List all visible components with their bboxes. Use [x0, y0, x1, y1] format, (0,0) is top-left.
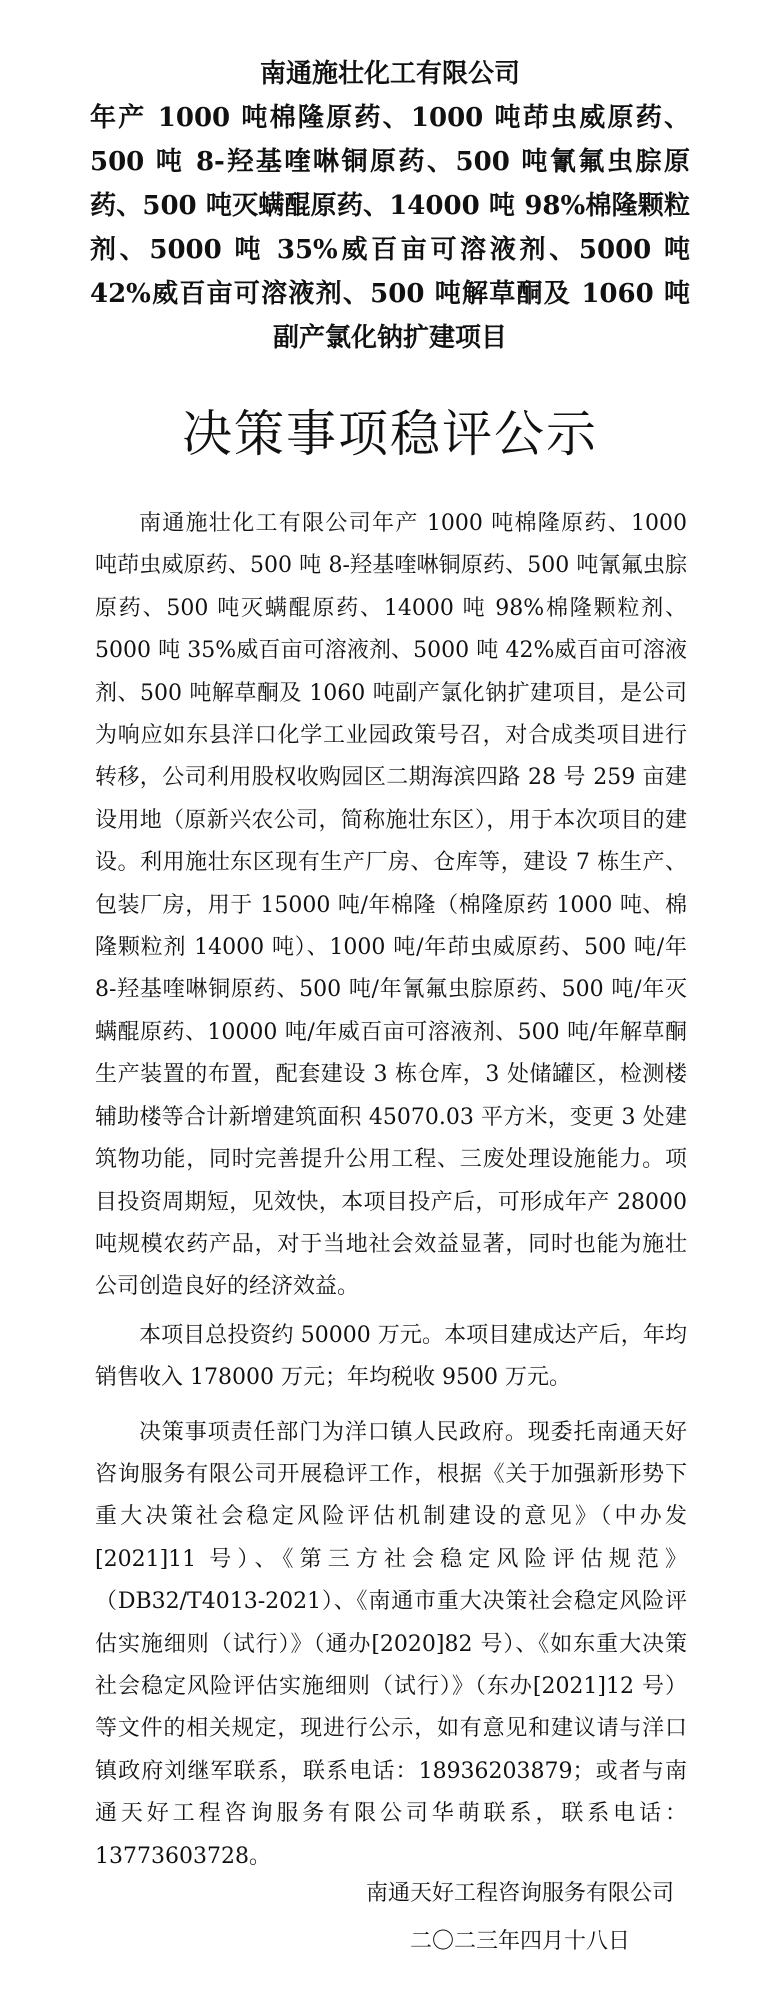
document-body — [95, 503, 687, 1878]
project-name: 年产 1000 吨棉隆原药、1000 吨茚虫威原药、500 吨 8-羟基喹啉铜原药、500 吨氰氟虫腙原药、500 吨灭螨醌原药、14000 吨 98%棉隆颗粒剂、5000 吨 35%威百亩可溶液剂、5000 吨 42%威百亩可溶液剂、500 吨解草酮及 1060 吨副产氯化钠扩建项目 — [90, 103, 690, 353]
signature-block — [340, 1870, 700, 1966]
page-title: 决策事项稳评公示 — [182, 405, 598, 463]
company-name: 南通施壮化工有限公司 — [259, 59, 520, 89]
signature-date: 二〇二三年四月十八日 — [409, 1929, 630, 1954]
paragraph-responsibility-contact: 决策事项责任部门为洋口镇人民政府。现委托南通天好咨询服务有限公司开展稳评工作，根据《关于加强新形势下重大决策社会稳定风险评估机制建设的意见》（中办发[2021]11 号）、《第三方社会稳定风险评估规范》（DB32/T4013-2021）、《南通市重大决策社会稳定风险评估实施细则（试行）》（通办[2020]82 号）、《如东重大决策社会稳定风险评估实施细则（试行）》（东办[2021]12 号）等文件的相关规定，现进行公示，如有意见和建议请与洋口镇政府刘继军联系，联系电话：18936203879；或者与南通天好工程咨询服务有限公司华萌联系，联系电话：13773603728。 — [95, 1419, 687, 1869]
paragraph-investment: 本项目总投资约 50000 万元。本项目建成达产后，年均销售收入 178000 万元；年均税收 9500 万元。 — [95, 1322, 687, 1391]
paragraph-project-description: 南通施壮化工有限公司年产 1000 吨棉隆原药、1000 吨茚虫威原药、500 吨 8-羟基喹啉铜原药、500 吨氰氟虫腙原药、500 吨灭螨醌原药、14000 吨 98%棉隆颗粒剂、5000 吨 35%威百亩可溶液剂、5000 吨 42%威百亩可溶液剂、500 吨解草酮及 1060 吨副产氯化钠扩建项目，是公司为响应如东县洋口化学工业园政策号召，对合成类项目进行转移，公司利用股权收购园区二期海滨四路 28 号 259 亩建设用地（原新兴农公司，简称施壮东区），用于本次项目的建设。利用施壮东区现有生产厂房、仓库等，建设 7 栋生产、包装厂房，用于 15000 吨/年棉隆（棉隆原药 1000 吨、棉隆颗粒剂 14000 吨）、1000 吨/年茚虫威原药、500 吨/年 8-羟基喹啉铜原药、500 吨/年氰氟虫腙原药、500 吨/年灭螨醌原药、10000 吨/年威百亩可溶液剂、500 吨/年解草酮生产装置的布置，配套建设 3 栋仓库，3 处储罐区，检测楼辅助楼等合计新增建筑面积 45070.03 平方米，变更 3 处建筑物功能，同时完善提升公用工程、三废处理设施能力。项目投资周期短，见效快，本项目投产后，可形成年产 28000 吨规模农药产品，对于当地社会效益显著，同时也能为施壮公司创造良好的经济效益。 — [95, 511, 687, 1300]
signature-org: 南通天好工程咨询服务有限公司 — [365, 1881, 674, 1906]
document-header — [90, 52, 690, 360]
